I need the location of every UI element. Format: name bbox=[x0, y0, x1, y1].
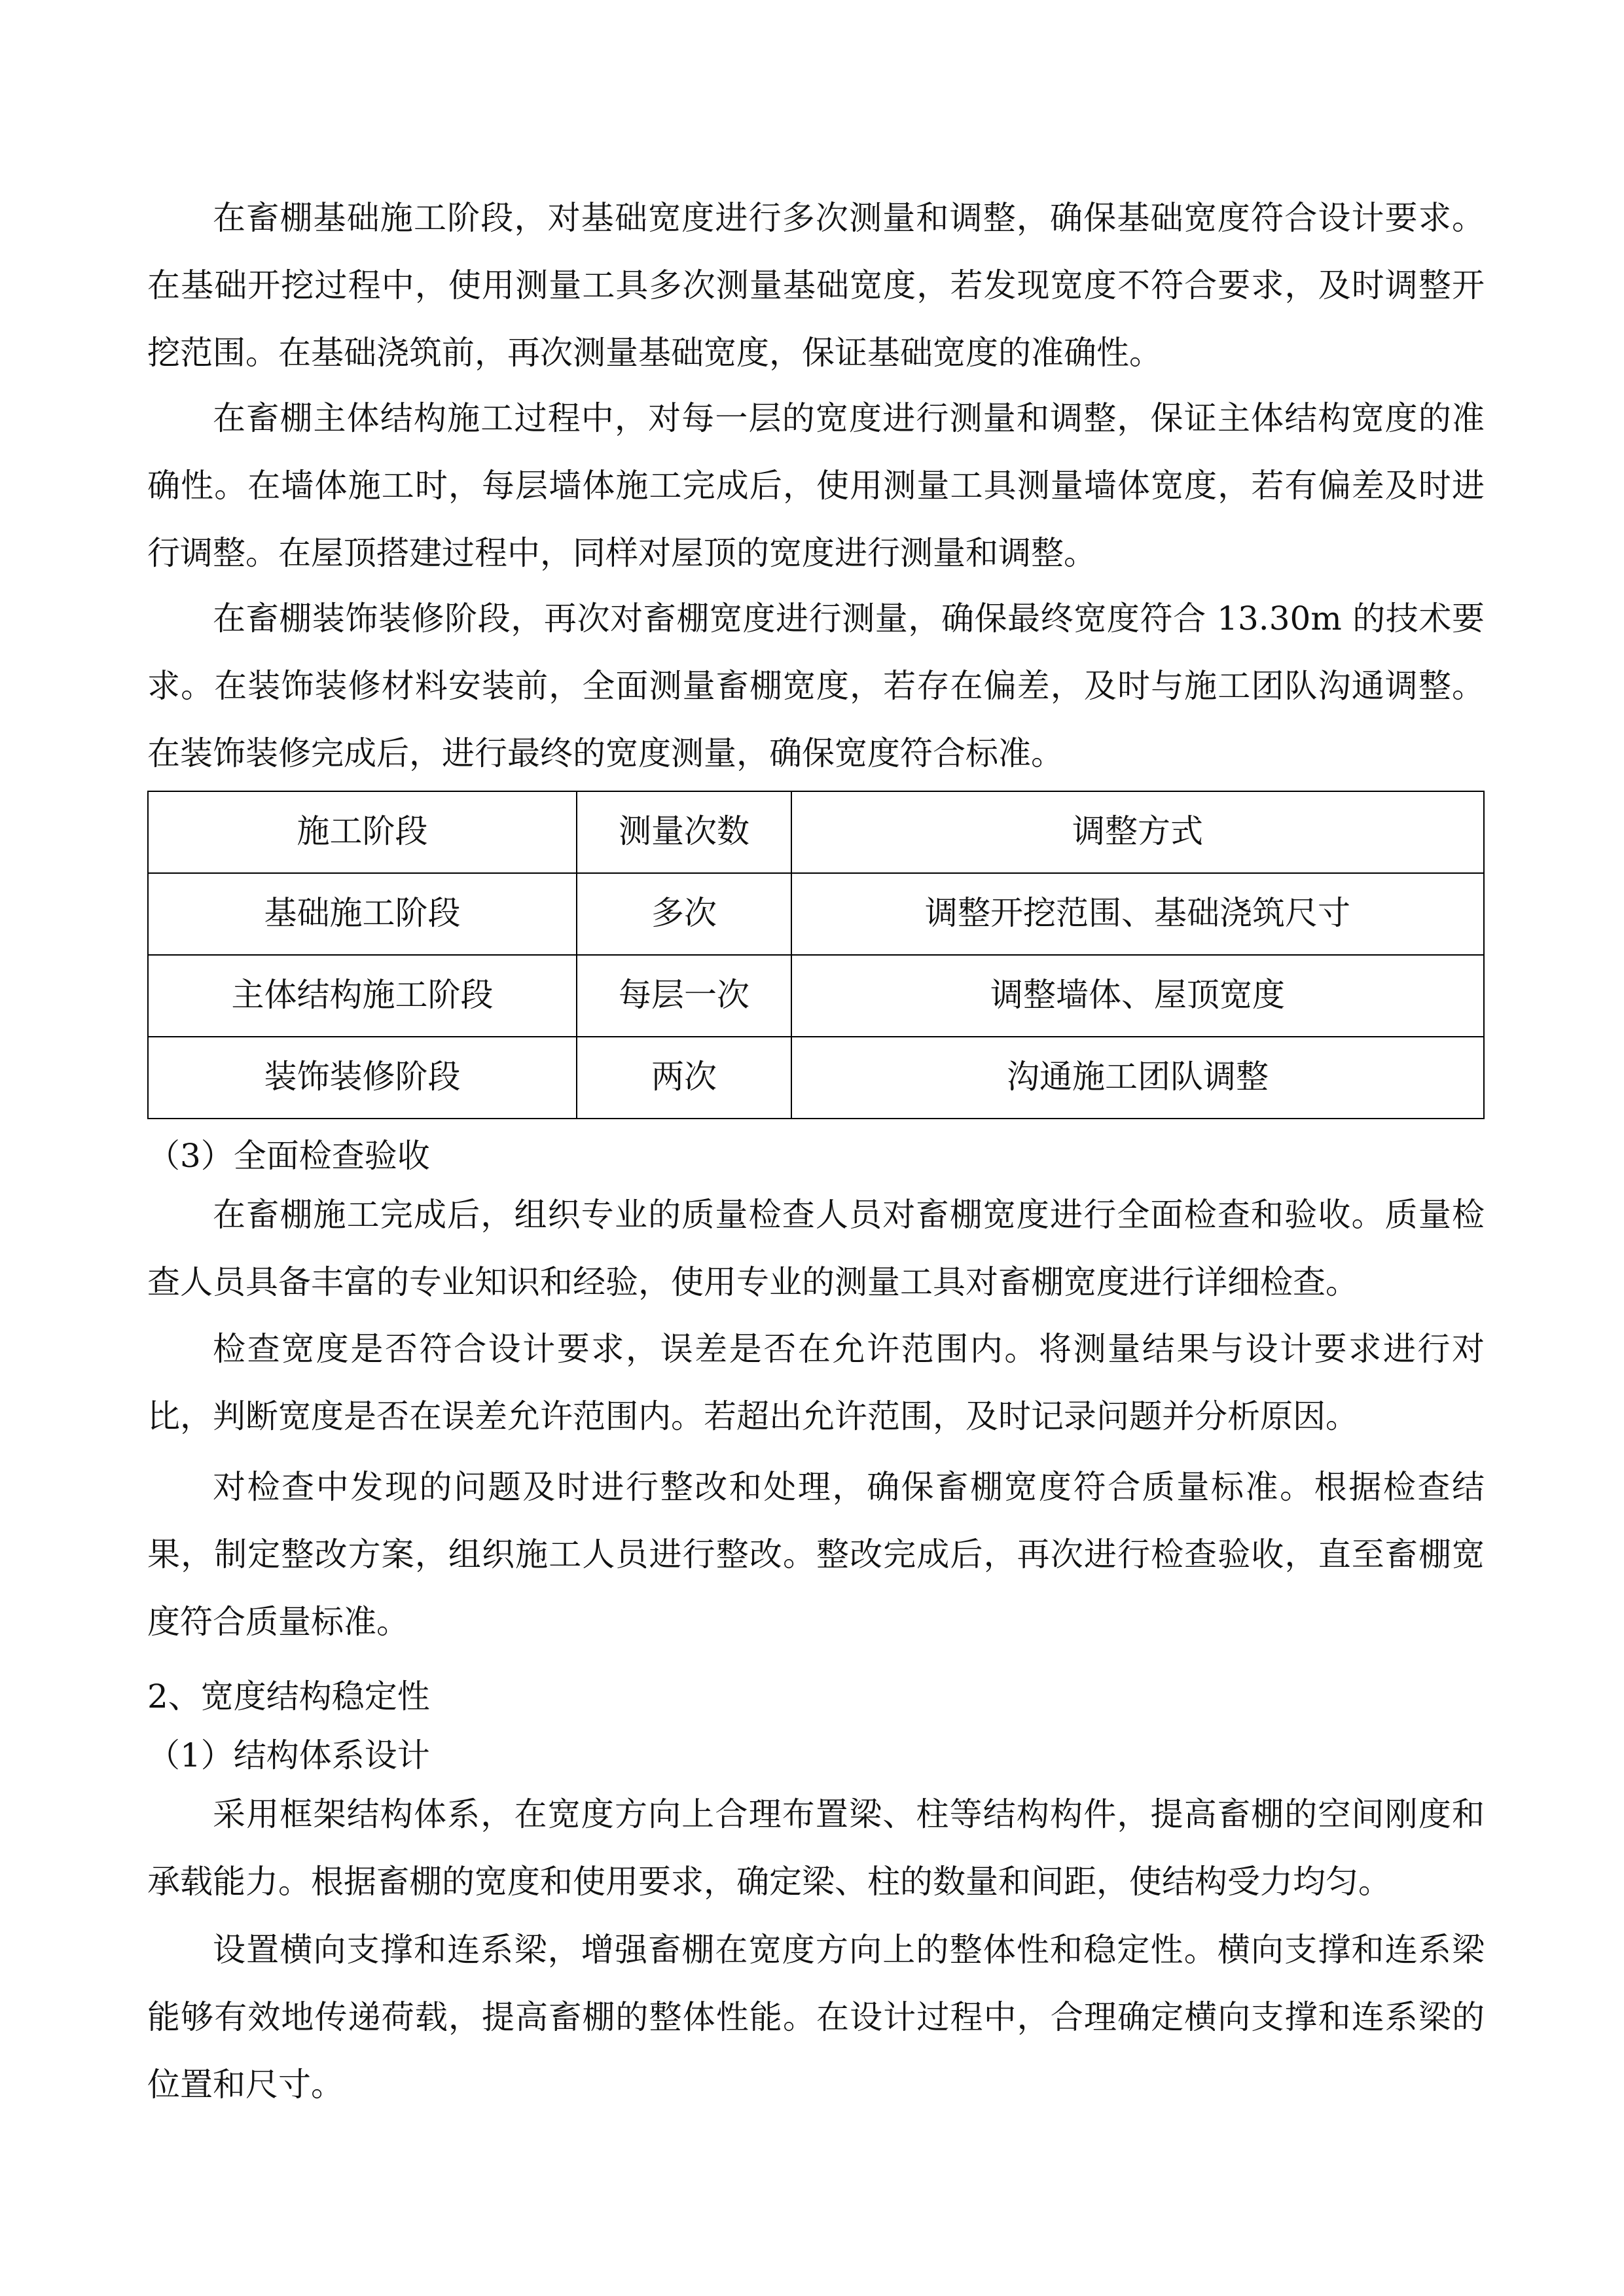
measurement-table bbox=[147, 791, 1485, 1119]
paragraph-decoration: 在畜棚装饰装修阶段，再次对畜棚宽度进行测量，确保最终宽度符合 13.30m 的技术要求。在装饰装修材料安装前，全面测量畜棚宽度，若存在偏差，及时与施工团队沟通调整。在装饰装修完成后，进行最终的宽度测量，确保宽度符合标准。 bbox=[147, 600, 1485, 772]
paragraph-frame-structure: 采用框架结构体系，在宽度方向上合理布置梁、柱等结构构件，提高畜棚的空间刚度和承载能力。根据畜棚的宽度和使用要求，确定梁、柱的数量和间距，使结构受力均匀。 bbox=[147, 1795, 1485, 1901]
table-row bbox=[148, 1037, 1484, 1119]
paragraph-main-structure: 在畜棚主体结构施工过程中，对每一层的宽度进行测量和调整，保证主体结构宽度的准确性。在墙体施工时，每层墙体施工完成后，使用测量工具测量墙体宽度，若有偏差及时进行调整。在屋顶搭建过程中，同样对屋顶的宽度进行测量和调整。 bbox=[147, 399, 1485, 572]
section-heading-stability: 2、宽度结构稳定性 bbox=[147, 1677, 430, 1715]
table-cell: 两次 bbox=[577, 1037, 791, 1119]
paragraph-rectification: 对检查中发现的问题及时进行整改和处理，确保畜棚宽度符合质量标准。根据检查结果，制定整改方案，组织施工人员进行整改。整改完成后，再次进行检查验收，直至畜棚宽度符合质量标准。 bbox=[147, 1468, 1485, 1641]
table-row bbox=[148, 955, 1484, 1037]
paragraph-foundation: 在畜棚基础施工阶段，对基础宽度进行多次测量和调整，确保基础宽度符合设计要求。在基础开挖过程中，使用测量工具多次测量基础宽度，若发现宽度不符合要求，及时调整开挖范围。在基础浇筑前，再次测量基础宽度，保证基础宽度的准确性。 bbox=[147, 199, 1485, 372]
paragraph-tolerance: 检查宽度是否符合设计要求，误差是否在允许范围内。将测量结果与设计要求进行对比，判断宽度是否在误差允许范围内。若超出允许范围，及时记录问题并分析原因。 bbox=[147, 1330, 1485, 1435]
section-heading-inspection: （3）全面检查验收 bbox=[147, 1137, 430, 1175]
table-cell: 多次 bbox=[577, 873, 791, 955]
table-row bbox=[148, 873, 1484, 955]
paragraph-inspection: 在畜棚施工完成后，组织专业的质量检查人员对畜棚宽度进行全面检查和验收。质量检查人员具备丰富的专业知识和经验，使用专业的测量工具对畜棚宽度进行详细检查。 bbox=[147, 1196, 1485, 1301]
table-cell: 主体结构施工阶段 bbox=[148, 955, 577, 1037]
table-header-row bbox=[148, 791, 1484, 873]
table-cell: 调整开挖范围、基础浇筑尺寸 bbox=[791, 873, 1484, 955]
table-cell: 每层一次 bbox=[577, 955, 791, 1037]
paragraph-bracing: 设置横向支撑和连系梁，增强畜棚在宽度方向上的整体性和稳定性。横向支撑和连系梁能够有效地传递荷载，提高畜棚的整体性能。在设计过程中，合理确定横向支撑和连系梁的位置和尺寸。 bbox=[147, 1931, 1485, 2104]
table-cell: 装饰装修阶段 bbox=[148, 1037, 577, 1119]
table-cell: 调整墙体、屋顶宽度 bbox=[791, 955, 1484, 1037]
subheading-structure-system: （1）结构体系设计 bbox=[147, 1736, 430, 1774]
table-header: 测量次数 bbox=[577, 791, 791, 873]
table-cell: 基础施工阶段 bbox=[148, 873, 577, 955]
table-cell: 沟通施工团队调整 bbox=[791, 1037, 1484, 1119]
table-header: 施工阶段 bbox=[148, 791, 577, 873]
table-header: 调整方式 bbox=[791, 791, 1484, 873]
